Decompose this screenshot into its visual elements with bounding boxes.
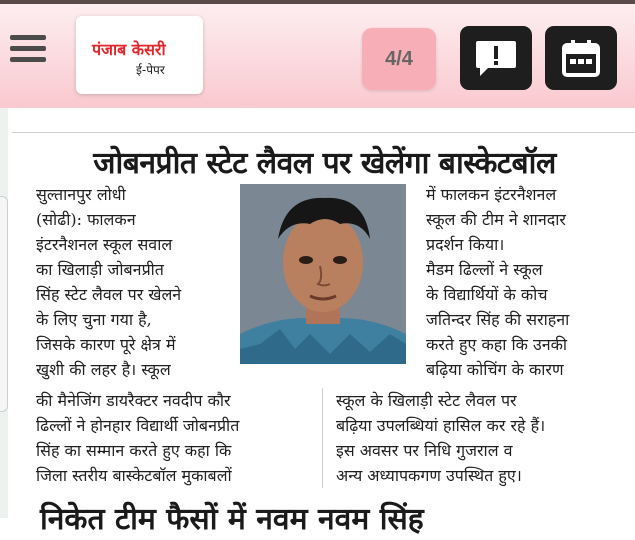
- text-line: करते हुए कहा कि उनकी: [426, 335, 568, 354]
- text-line: इंटरनैशनल स्कूल सवाल: [36, 235, 173, 254]
- text-line: सिंह का सम्मान करते हुए कहा कि: [36, 441, 232, 460]
- logo[interactable]: [76, 16, 203, 94]
- text-line: जिला स्तरीय बास्केटबॉल मुकाबलों: [36, 466, 232, 485]
- article-column-left: [36, 182, 236, 382]
- portrait-image: [240, 184, 406, 364]
- text-line: इस अवसर पर निधि गुजराल व: [336, 441, 513, 460]
- logo-subtitle: ई-पेपर: [136, 63, 165, 77]
- text-line: जिसके कारण पूरे क्षेत्र में: [36, 335, 176, 354]
- text-line: मैडम ढिल्लों ने स्कूल: [426, 260, 543, 279]
- column-divider: [322, 388, 323, 488]
- article-column-lower-left: [36, 388, 306, 488]
- text-line: प्रदर्शन किया।: [426, 235, 505, 254]
- text-line: के विद्यार्थियों के कोच: [426, 285, 548, 304]
- calendar-button[interactable]: [545, 26, 617, 90]
- text-line: में फालकन इंटरनैशनल: [426, 185, 557, 204]
- text-line: (सोढी): फालकन: [36, 210, 136, 229]
- divider: [12, 132, 635, 133]
- text-line: स्कूल के खिलाड़ी स्टेट लैवल पर: [336, 391, 517, 410]
- text-line: की मैनेजिंग डायरैक्टर नवदीप कौर: [36, 391, 231, 410]
- text-line: बढ़िया उपलब्धियां हासिल कर रहे हैं।: [336, 416, 546, 435]
- calendar-icon: [561, 38, 601, 78]
- feedback-button[interactable]: [460, 26, 532, 90]
- article-column-lower-right: [336, 388, 626, 488]
- text-line: का खिलाड़ी जोबनप्रीत: [36, 260, 164, 279]
- logo-title: पंजाब केसरी: [92, 40, 166, 59]
- text-line: अन्य अध्यापकगण उपस्थित हुए।: [336, 466, 522, 485]
- text-line: खुशी की लहर है। स्कूल: [36, 360, 171, 379]
- article-column-right: [426, 182, 626, 382]
- next-article-headline: [40, 500, 620, 537]
- page-indicator-button[interactable]: 4/4: [362, 28, 436, 90]
- article-photo: [240, 184, 406, 364]
- text-line: के लिए चुना गया है,: [36, 310, 152, 329]
- page-edge-tab: [0, 196, 8, 412]
- text-line: जतिन्दर सिंह की सराहना: [426, 310, 570, 329]
- app-header: [0, 4, 635, 108]
- epaper-page[interactable]: [0, 108, 635, 537]
- text-line: स्कूल की टीम ने शानदार: [426, 210, 566, 229]
- article-headline: जोबनप्रीत स्टेट लैवल पर खेलेंगा बास्केटबॉल: [93, 146, 556, 181]
- menu-icon[interactable]: [10, 35, 48, 65]
- feedback-icon: [474, 38, 518, 78]
- text-line: ढिल्लों ने होनहार विद्यार्थी जोबनप्रीत: [36, 416, 240, 435]
- text-line: सुल्तानपुर लोधी: [36, 185, 126, 204]
- next-headline-text: निकेत टीम फैसों में नवम नवम सिंह: [40, 502, 424, 537]
- text-line: बढ़िया कोचिंग के कारण: [426, 360, 564, 379]
- text-line: सिंह स्टेट लैवल पर खेलने: [36, 285, 182, 304]
